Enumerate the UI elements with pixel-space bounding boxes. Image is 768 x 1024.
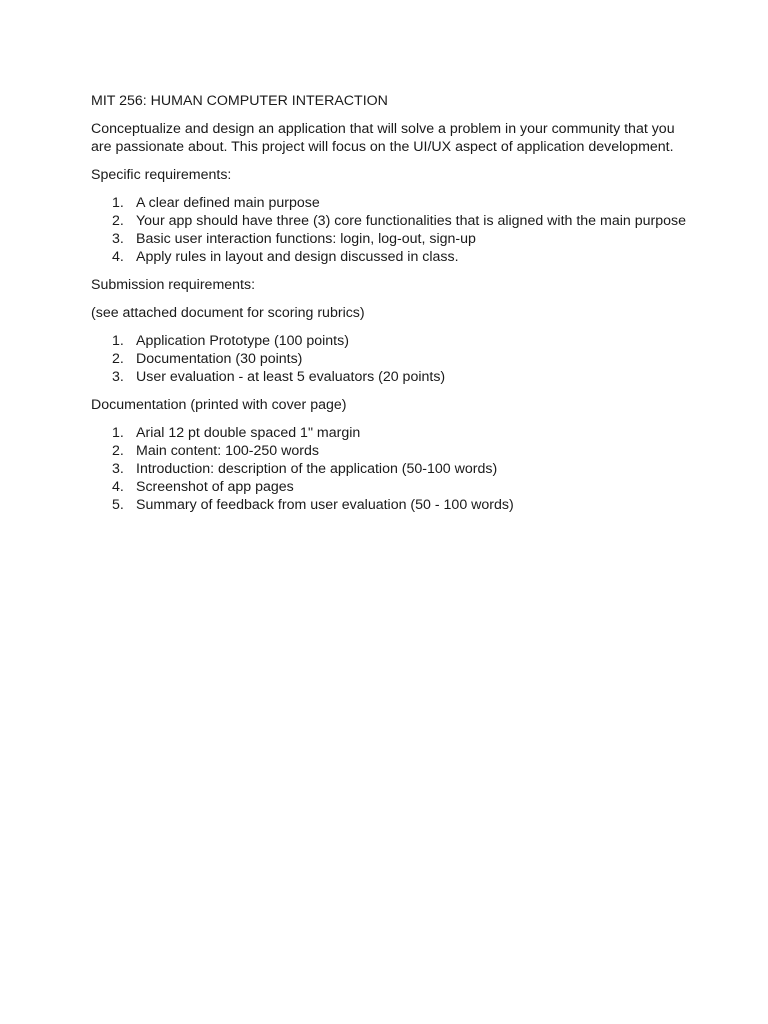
document-body <box>91 92 691 524</box>
list-text: User evaluation - at least 5 evaluators (20 points) <box>136 369 446 385</box>
list-item <box>91 368 691 386</box>
list-text: Summary of feedback from user evaluation (50 - 100 words) <box>136 497 514 513</box>
list-text: Your app should have three (3) core functionalities that is aligned with the main purpose <box>136 213 686 229</box>
list-text: Screenshot of app pages <box>136 479 294 495</box>
list-item <box>91 212 691 230</box>
list-item <box>91 248 691 266</box>
specific-requirements-list <box>91 194 691 266</box>
list-number: 4. <box>112 249 124 265</box>
list-text: Application Prototype (100 points) <box>136 333 349 349</box>
list-item <box>91 194 691 212</box>
list-number: 4. <box>112 479 124 495</box>
list-number: 2. <box>112 443 124 459</box>
list-number: 2. <box>112 351 124 367</box>
list-item <box>91 424 691 442</box>
list-item <box>91 230 691 248</box>
intro-line: are passionate about. This project will focus on the UI/UX aspect of application development. <box>91 139 674 155</box>
list-number: 3. <box>112 369 124 385</box>
specific-requirements-heading: Specific requirements: <box>91 167 232 183</box>
document-title: MIT 256: HUMAN COMPUTER INTERACTION <box>91 93 388 109</box>
intro-line: Conceptualize and design an application that will solve a problem in your community that you <box>91 121 675 137</box>
list-item <box>91 442 691 460</box>
list-item <box>91 460 691 478</box>
list-text: Documentation (30 points) <box>136 351 303 367</box>
list-number: 1. <box>112 333 124 349</box>
list-item <box>91 350 691 368</box>
scoring-rubrics-note: (see attached document for scoring rubrics) <box>91 305 365 321</box>
list-number: 1. <box>112 195 124 211</box>
list-text: Apply rules in layout and design discussed in class. <box>136 249 459 265</box>
list-number: 5. <box>112 497 124 513</box>
list-text: A clear defined main purpose <box>136 195 320 211</box>
list-text: Introduction: description of the application (50-100 words) <box>136 461 498 477</box>
documentation-list <box>91 424 691 514</box>
list-text: Basic user interaction functions: login, log-out, sign-up <box>136 231 476 247</box>
list-text: Arial 12 pt double spaced 1" margin <box>136 425 361 441</box>
list-number: 1. <box>112 425 124 441</box>
list-item <box>91 478 691 496</box>
list-item <box>91 496 691 514</box>
list-item <box>91 332 691 350</box>
submission-requirements-list <box>91 332 691 386</box>
list-number: 3. <box>112 231 124 247</box>
list-text: Main content: 100-250 words <box>136 443 319 459</box>
documentation-heading: Documentation (printed with cover page) <box>91 397 347 413</box>
list-number: 2. <box>112 213 124 229</box>
submission-requirements-heading: Submission requirements: <box>91 277 256 293</box>
intro-paragraph <box>91 120 691 156</box>
list-number: 3. <box>112 461 124 477</box>
